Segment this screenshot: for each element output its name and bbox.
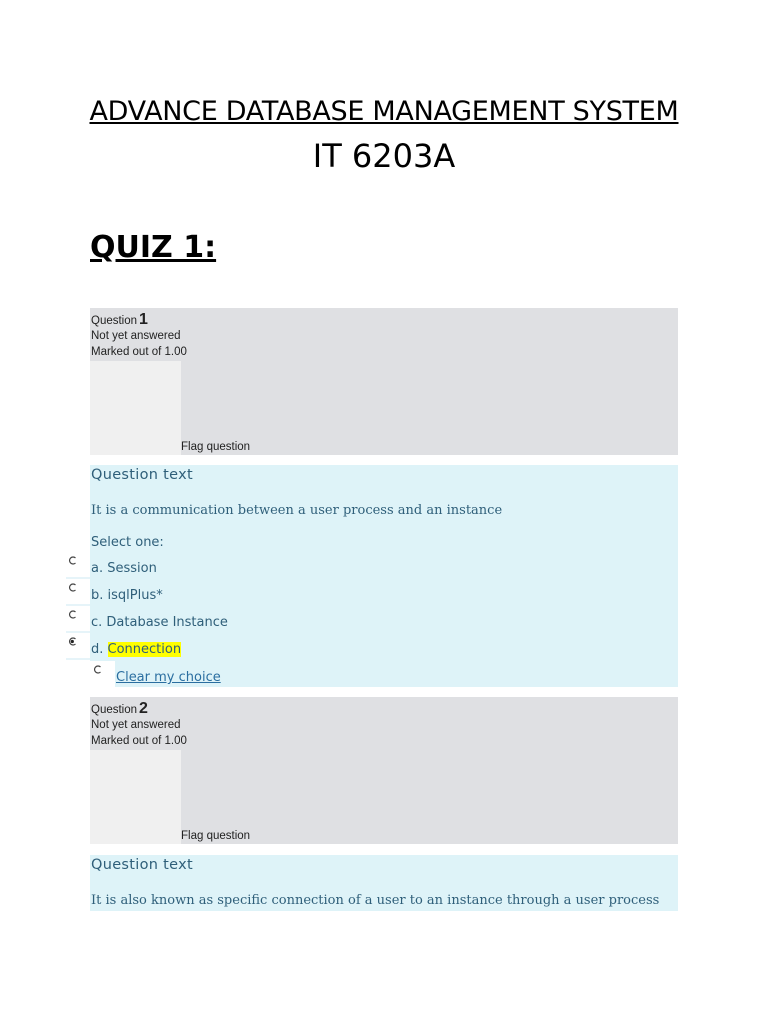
question-prompt: It is a communication between a user process and an instance <box>91 503 503 518</box>
question-number: 2 <box>139 700 148 717</box>
option-letter: c. <box>91 615 103 630</box>
question-state: Not yet answered <box>91 719 181 731</box>
question-marks: Marked out of 1.00 <box>91 346 187 358</box>
option-a[interactable] <box>91 561 157 576</box>
radio-option-b[interactable] <box>68 583 77 592</box>
question-label: Question <box>91 704 138 716</box>
question-text-heading: Question text <box>91 467 193 483</box>
option-text-highlighted: Connection <box>107 642 182 657</box>
option-c[interactable] <box>91 615 228 630</box>
option-letter: b. <box>91 588 104 603</box>
question-marks: Marked out of 1.00 <box>91 735 187 747</box>
question-prompt: It is also known as specific connection of a user to an instance through a user process <box>91 893 660 908</box>
question-1-label-line <box>91 311 148 329</box>
option-letter: a. <box>91 561 104 576</box>
question-label: Question <box>91 315 138 327</box>
flag-box <box>90 750 181 844</box>
option-b[interactable] <box>91 588 163 603</box>
radio-option-c[interactable] <box>68 610 77 619</box>
radio-option-d-selected[interactable] <box>68 637 77 646</box>
quiz-heading: QUIZ 1: <box>90 230 217 265</box>
question-state: Not yet answered <box>91 330 181 342</box>
option-letter: d. <box>91 642 104 657</box>
document-title: ADVANCE DATABASE MANAGEMENT SYSTEM <box>89 96 679 127</box>
option-d[interactable] <box>91 642 181 657</box>
radio-clear-choice[interactable] <box>93 665 102 674</box>
radio-underline <box>66 577 90 579</box>
flag-question-link[interactable]: Flag question <box>181 830 251 842</box>
course-code: IT 6203A <box>312 137 456 175</box>
question-1-info <box>90 308 678 455</box>
radio-underline <box>66 658 90 660</box>
option-text: isqlPlus* <box>107 588 163 603</box>
question-number: 1 <box>139 311 148 328</box>
option-text: Database Instance <box>106 615 228 630</box>
flag-question-link[interactable]: Flag question <box>181 441 251 453</box>
question-1-text <box>90 465 678 687</box>
radio-underline <box>66 631 90 633</box>
flag-box <box>90 361 181 455</box>
question-text-heading: Question text <box>91 857 193 873</box>
select-one-label: Select one: <box>91 535 164 550</box>
option-text: Session <box>107 561 157 576</box>
question-2-text <box>90 855 678 911</box>
question-2-info <box>90 697 678 844</box>
question-2-label-line <box>91 700 148 718</box>
radio-option-a[interactable] <box>68 556 77 565</box>
clear-my-choice-link[interactable]: Clear my choice <box>116 670 221 685</box>
radio-underline <box>66 604 90 606</box>
